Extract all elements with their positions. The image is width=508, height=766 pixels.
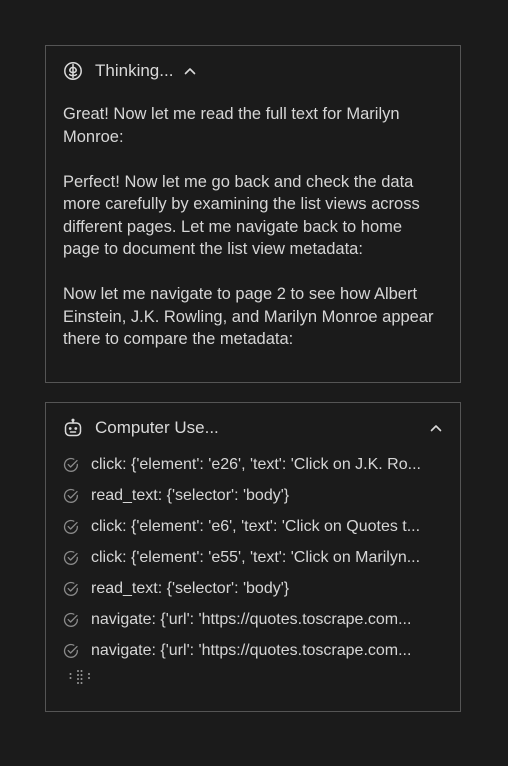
check-circle-icon [63, 643, 79, 659]
step-text: read_text: {'selector': 'body'} [91, 579, 290, 597]
list-item[interactable] [63, 635, 442, 666]
step-text: read_text: {'selector': 'body'} [91, 486, 290, 504]
step-text: click: {'element': 'e26', 'text': 'Click on J.K. Ro... [91, 455, 421, 473]
check-circle-icon [63, 488, 79, 504]
step-text: click: {'element': 'e55', 'text': 'Click on Marilyn... [91, 548, 421, 566]
thinking-body [63, 103, 442, 373]
computer-use-panel [45, 402, 461, 712]
chevron-up-icon[interactable] [183, 64, 197, 78]
check-circle-icon [63, 457, 79, 473]
list-item[interactable] [63, 573, 442, 604]
step-text: click: {'element': 'e6', 'text': 'Click on Quotes t... [91, 517, 421, 535]
brain-icon [63, 61, 83, 81]
thinking-header[interactable] [63, 58, 443, 84]
chevron-up-icon[interactable] [429, 421, 443, 435]
thinking-paragraph: Now let me navigate to page 2 to see how Albert Einstein, J.K. Rowling, and Marilyn Monroe appear there to compare the metadata: [63, 285, 434, 348]
thinking-paragraph: Great! Now let me read the full text for Marilyn Monroe: [63, 105, 400, 146]
step-list [63, 449, 442, 666]
list-item[interactable] [63, 542, 442, 573]
thinking-panel [45, 45, 461, 383]
list-item[interactable] [63, 511, 442, 542]
check-circle-icon [63, 519, 79, 535]
thinking-title: Thinking... [95, 61, 174, 80]
check-circle-icon [63, 581, 79, 597]
list-item[interactable] [63, 604, 442, 635]
computer-use-title: Computer Use... [95, 418, 219, 437]
loading-dots-icon [69, 669, 93, 685]
list-item[interactable] [63, 480, 442, 511]
thinking-paragraph: Perfect! Now let me go back and check the data more carefully by examining the list views across different pages. Let me navigate back to home page to document the list view metadata: [63, 172, 420, 258]
robot-icon [63, 418, 83, 438]
list-item[interactable] [63, 449, 442, 480]
check-circle-icon [63, 550, 79, 566]
step-text: navigate: {'url': 'https://quotes.toscrape.com... [91, 641, 412, 659]
computer-use-header[interactable] [63, 415, 443, 441]
step-text: navigate: {'url': 'https://quotes.toscrape.com... [91, 610, 412, 628]
check-circle-icon [63, 612, 79, 628]
